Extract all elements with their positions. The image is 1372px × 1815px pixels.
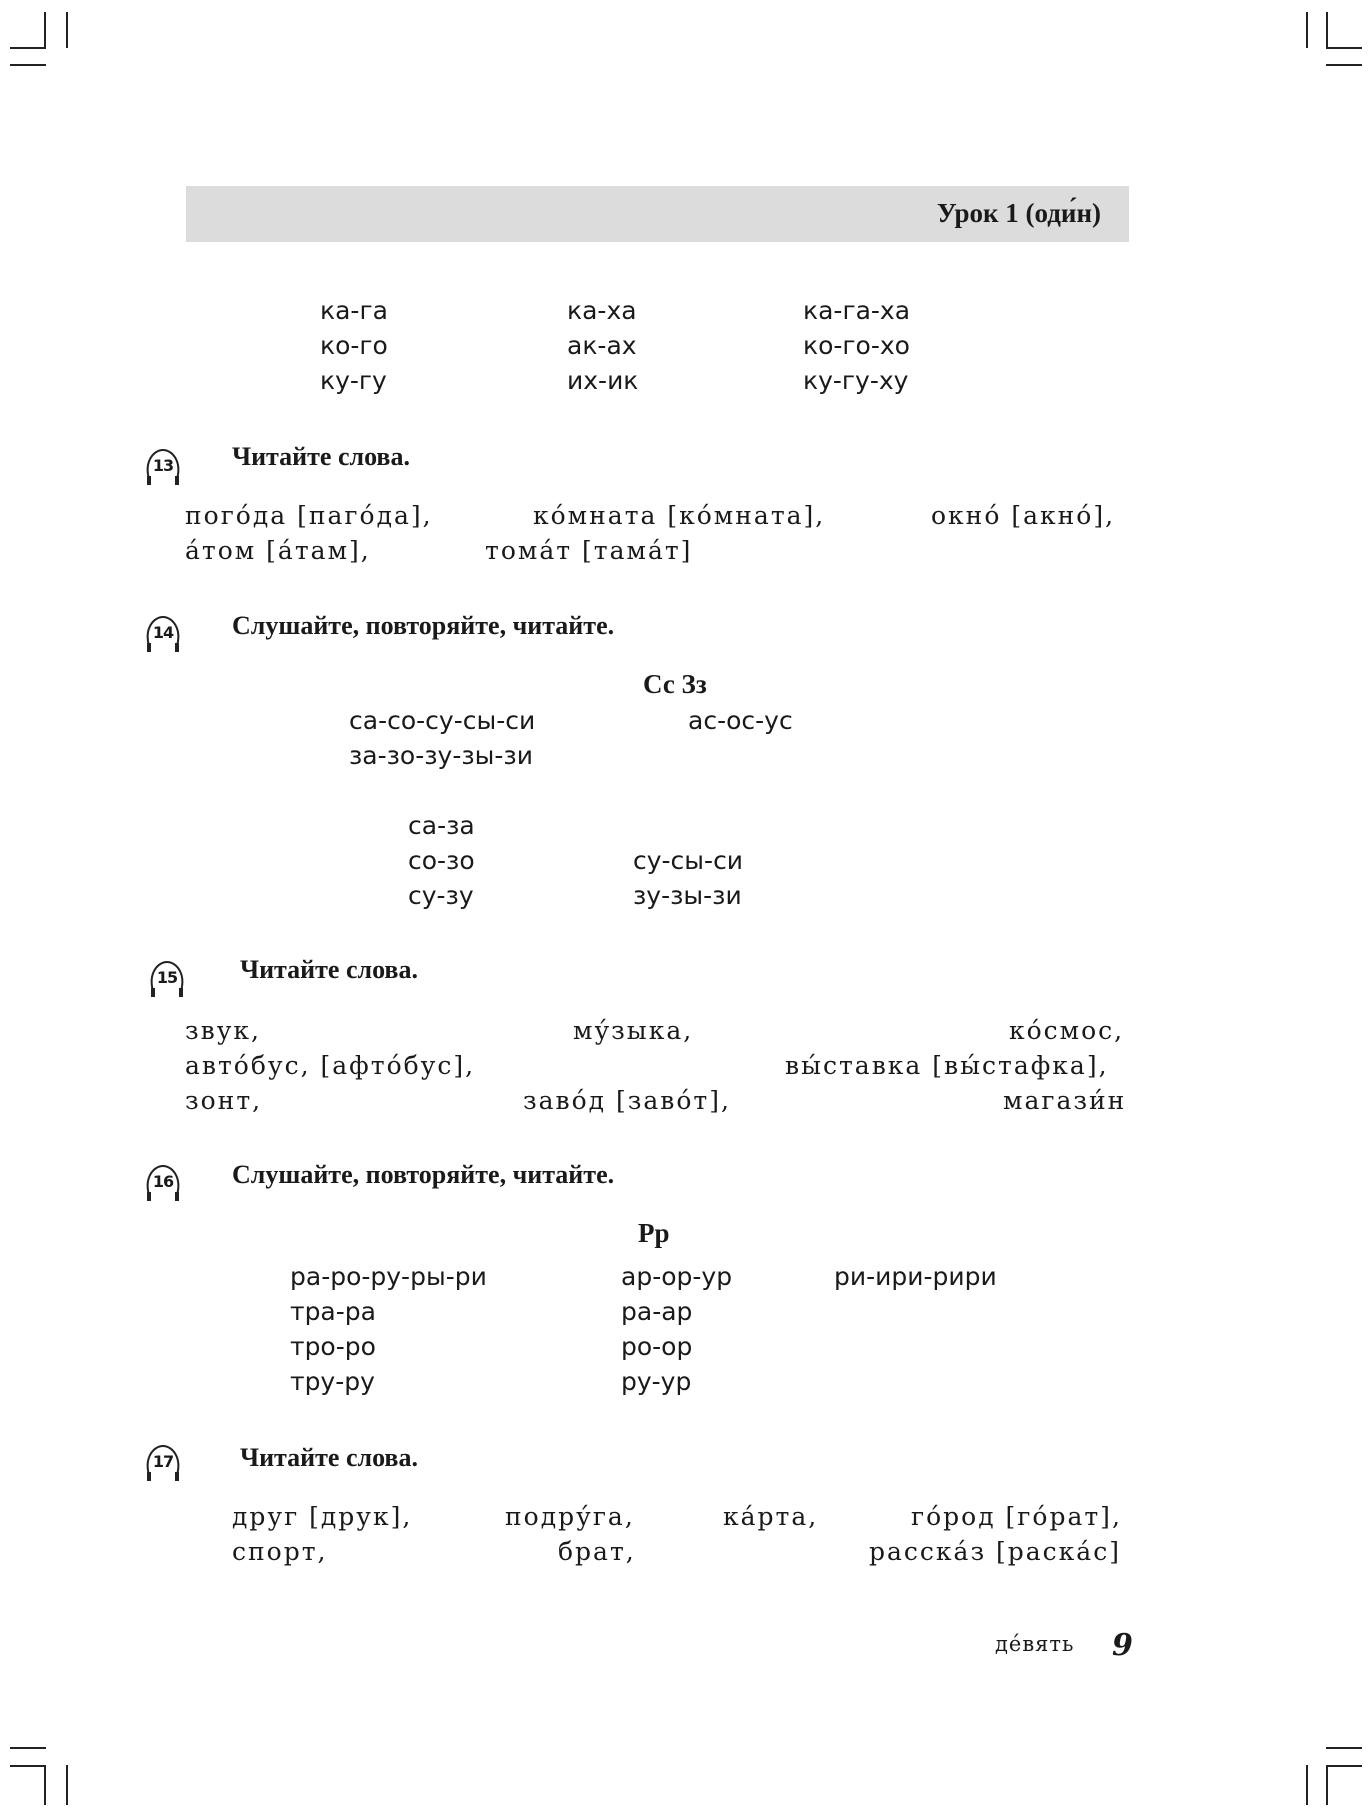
word: окно́ [акно́], — [931, 501, 1116, 530]
syllable: ак-ах — [567, 331, 637, 360]
syllable: тро-ро — [290, 1332, 376, 1361]
syllable: ра-ар — [621, 1297, 693, 1326]
page-number-word: де́вять — [995, 1632, 1075, 1656]
syllable: за-зо-зу-зы-зи — [349, 741, 533, 770]
syllable: ка-га — [320, 296, 388, 325]
syllable: тру-ру — [290, 1367, 375, 1396]
exercise-number: 17 — [152, 1452, 174, 1471]
page-number: 9 — [1112, 1628, 1133, 1663]
syllable: ка-ха — [567, 296, 637, 325]
word: му́зыка, — [573, 1016, 694, 1045]
word: звук, — [185, 1016, 261, 1045]
exercise-instruction: Слушайте, повторяйте, читайте. — [232, 1160, 615, 1189]
exercise-instruction: Читайте слова. — [232, 442, 410, 471]
letters-heading: Сс Зз — [643, 669, 707, 699]
lesson-header — [186, 186, 1129, 242]
word: го́род [го́рат], — [911, 1502, 1122, 1531]
lesson-title: Урок 1 (оди́н) — [936, 198, 1101, 228]
syllable: со-зо — [408, 846, 475, 875]
word: расска́з [раска́с] — [869, 1537, 1121, 1566]
syllable: ру-ур — [621, 1367, 692, 1396]
word: пого́да [паго́да], — [185, 501, 433, 530]
word: брат, — [558, 1537, 636, 1566]
exercise-number: 14 — [152, 623, 174, 642]
exercise-instruction: Слушайте, повторяйте, читайте. — [232, 611, 615, 640]
letters-heading: Рр — [638, 1218, 670, 1248]
syllable: са-за — [408, 811, 475, 840]
syllable: ро-ор — [621, 1332, 693, 1361]
syllable: зу-зы-зи — [633, 881, 742, 910]
word: ко́смос, — [1009, 1016, 1125, 1045]
syllable: ко-го-хо — [803, 331, 910, 360]
syllable: ку-гу — [320, 366, 387, 395]
syllable: их-ик — [567, 366, 639, 395]
syllable: ко-го — [320, 331, 388, 360]
headphones-icon[interactable] — [141, 1441, 185, 1487]
word: заво́д [заво́т], — [523, 1086, 731, 1115]
word: вы́ставка [вы́стафка], — [785, 1051, 1109, 1080]
exercise-number: 15 — [156, 968, 178, 987]
syllable: ка-га-ха — [803, 296, 911, 325]
word: ка́рта, — [723, 1502, 819, 1531]
exercise-instruction: Читайте слова. — [240, 955, 418, 984]
syllable: су-сы-си — [633, 846, 744, 875]
syllable: са-со-су-сы-си — [349, 706, 536, 735]
word: друг [друк], — [232, 1502, 413, 1531]
headphones-icon[interactable] — [141, 612, 185, 658]
exercise-instruction: Читайте слова. — [240, 1443, 418, 1472]
exercise-number: 16 — [152, 1172, 174, 1191]
syllable: ри-ири-рири — [834, 1262, 997, 1291]
syllable: су-зу — [408, 881, 474, 910]
word: а́том [а́там], — [185, 536, 371, 565]
word: авто́бус, [афто́бус], — [185, 1051, 476, 1080]
word: магази́н — [1003, 1086, 1127, 1115]
exercise-number: 13 — [152, 456, 174, 475]
syllable: ас-ос-ус — [688, 706, 793, 735]
syllable: тра-ра — [290, 1297, 376, 1326]
syllable: ар-ор-ур — [621, 1262, 733, 1291]
headphones-icon[interactable] — [145, 957, 189, 1003]
word: зонт, — [185, 1086, 263, 1115]
word: тома́т [тама́т] — [485, 536, 693, 565]
syllable: ра-ро-ру-ры-ри — [290, 1262, 487, 1291]
headphones-icon[interactable] — [141, 1161, 185, 1207]
word: подру́га, — [505, 1502, 635, 1531]
headphones-icon[interactable] — [141, 445, 185, 491]
syllable: ку-гу-ху — [803, 366, 909, 395]
word: спорт, — [232, 1537, 328, 1566]
word: ко́мната [ко́мната], — [533, 501, 826, 530]
